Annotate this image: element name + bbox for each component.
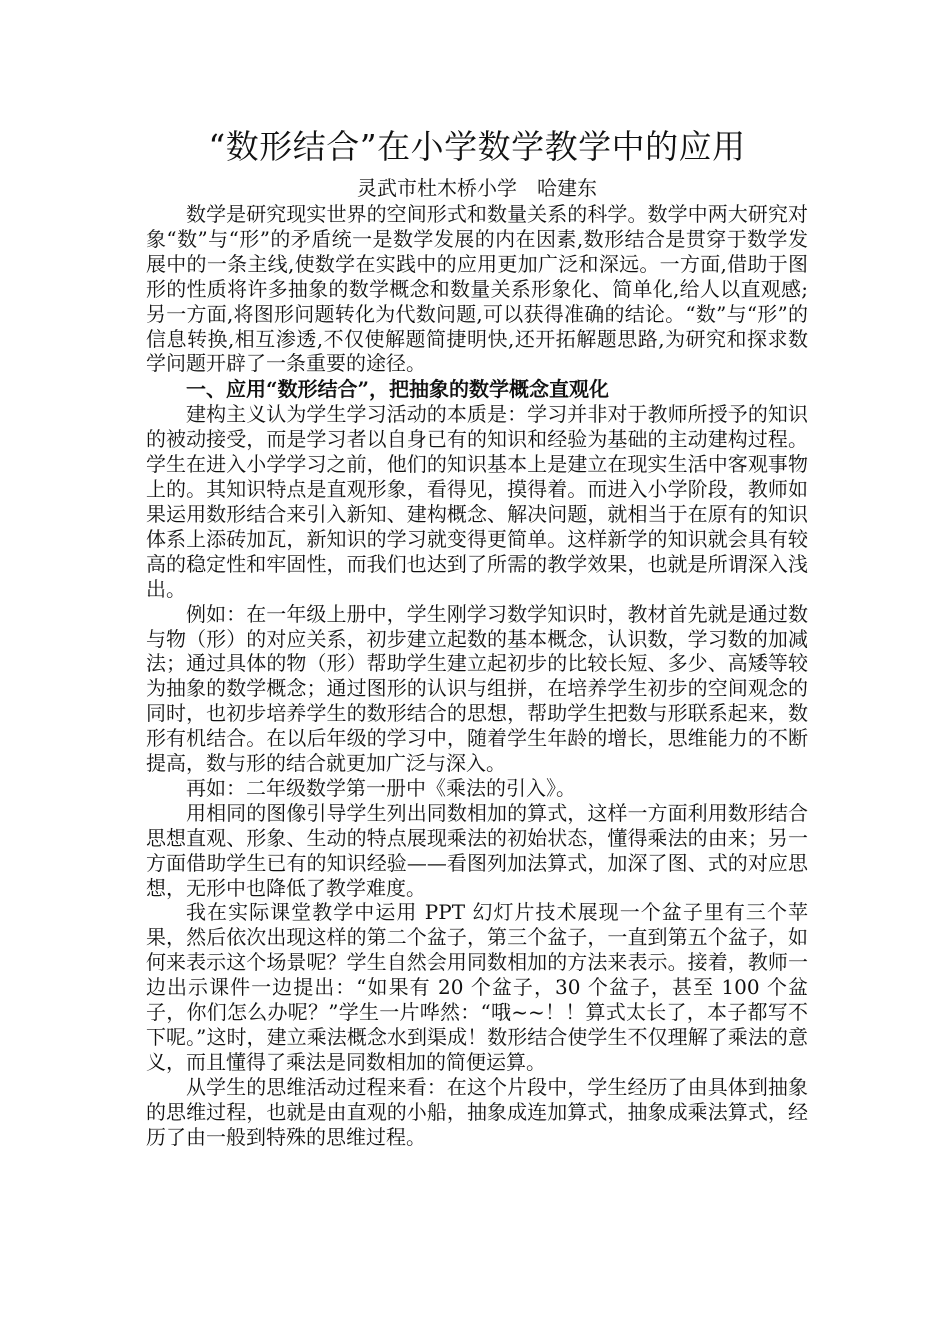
body-paragraph: 数学是研究现实世界的空间形式和数量关系的科学。数学中两大研究对象“数”与“形”的矛盾统一是数学发展的内在因素,数形结合是贯穿于数学发展中的一条主线,使数学在实践中的应用更加广泛和深远。一方面,借助于图形的性质将许多抽象的数学概念和数量关系形象化、简单化,给人以直观感;另一方面,将图形问题转化为代数问题,可以获得准确的结论。“数”与“形”的信息转换,相互渗透,不仅使解题简捷明快,还开拓解题思路,为研究和探求数学问题开辟了一条重要的途径。	[146, 202, 808, 376]
body-paragraph: 建构主义认为学生学习活动的本质是：学习并非对于教师所授予的知识的被动接受，而是学习者以自身已有的知识和经验为基础的主动建构过程。学生在进入小学学习之前，他们的知识基本上是建立在现实生活中客观事物上的。其知识特点是直观形象，看得见，摸得着。而进入小学阶段，教师如果运用数形结合来引入新知、建构概念、解决问题，就相当于在原有的知识体系上添砖加瓦，新知识的学习就变得更简单。这样新学的知识就会具有较高的稳定性和牢固性，而我们也达到了所需的教学效果，也就是所谓深入浅出。	[146, 402, 808, 601]
body-paragraph: 例如：在一年级上册中，学生刚学习数学知识时，教材首先就是通过数与物（形）的对应关系，初步建立起数的基本概念，认识数，学习数的加减法；通过具体的物（形）帮助学生建立起初步的比较长短、多少、高矮等较为抽象的数学概念；通过图形的认识与组拼，在培养学生初步的空间观念的同时，也初步培养学生的数形结合的思想，帮助学生把数与形联系起来，数形有机结合。在以后年级的学习中，随着学生年龄的增长，思维能力的不断提高，数与形的结合就更加广泛与深入。	[146, 601, 808, 776]
body-paragraph: 再如：二年级数学第一册中《乘法的引入》。	[186, 775, 576, 800]
body-paragraph: 我在实际课堂教学中运用 PPT 幻灯片技术展现一个盆子里有三个苹果，然后依次出现这样的第二个盆子，第三个盆子，一直到第五个盆子，如何来表示这个场景呢？学生自然会用同数相加的方法来表示。接着，教师一边出示课件一边提出：“如果有 20 个盆子，30 个盆子，甚至 100 个盆子，你们怎么办呢？”学生一片哗然：“哦~~！！算式太长了，本子都写不下呢。”这时，建立乘法概念水到渠成！数形结合使学生不仅理解了乘法的意义，而且懂得了乘法是同数相加的简便运算。	[146, 900, 808, 1074]
author-line: 灵武市杜木桥小学 哈建东	[357, 176, 597, 200]
document-title: “数形结合”在小学数学教学中的应用	[208, 127, 746, 166]
body-paragraph: 用相同的图像引导学生列出同数相加的算式，这样一方面利用数形结合思想直观、形象、生动的特点展现乘法的初始状态，懂得乘法的由来；另一方面借助学生已有的知识经验——看图列加法算式，加深了图、式的对应思想，无形中也降低了教学难度。	[146, 800, 808, 900]
body-paragraph: 从学生的思维活动过程来看：在这个片段中，学生经历了由具体到抽象的思维过程，也就是由直观的小船，抽象成连加算式，抽象成乘法算式，经历了由一般到特殊的思维过程。	[146, 1074, 808, 1149]
document-page	[146, 122, 808, 1150]
section-heading: 一、应用“数形结合”，把抽象的数学概念直观化	[186, 377, 610, 402]
document-body	[146, 202, 808, 1150]
